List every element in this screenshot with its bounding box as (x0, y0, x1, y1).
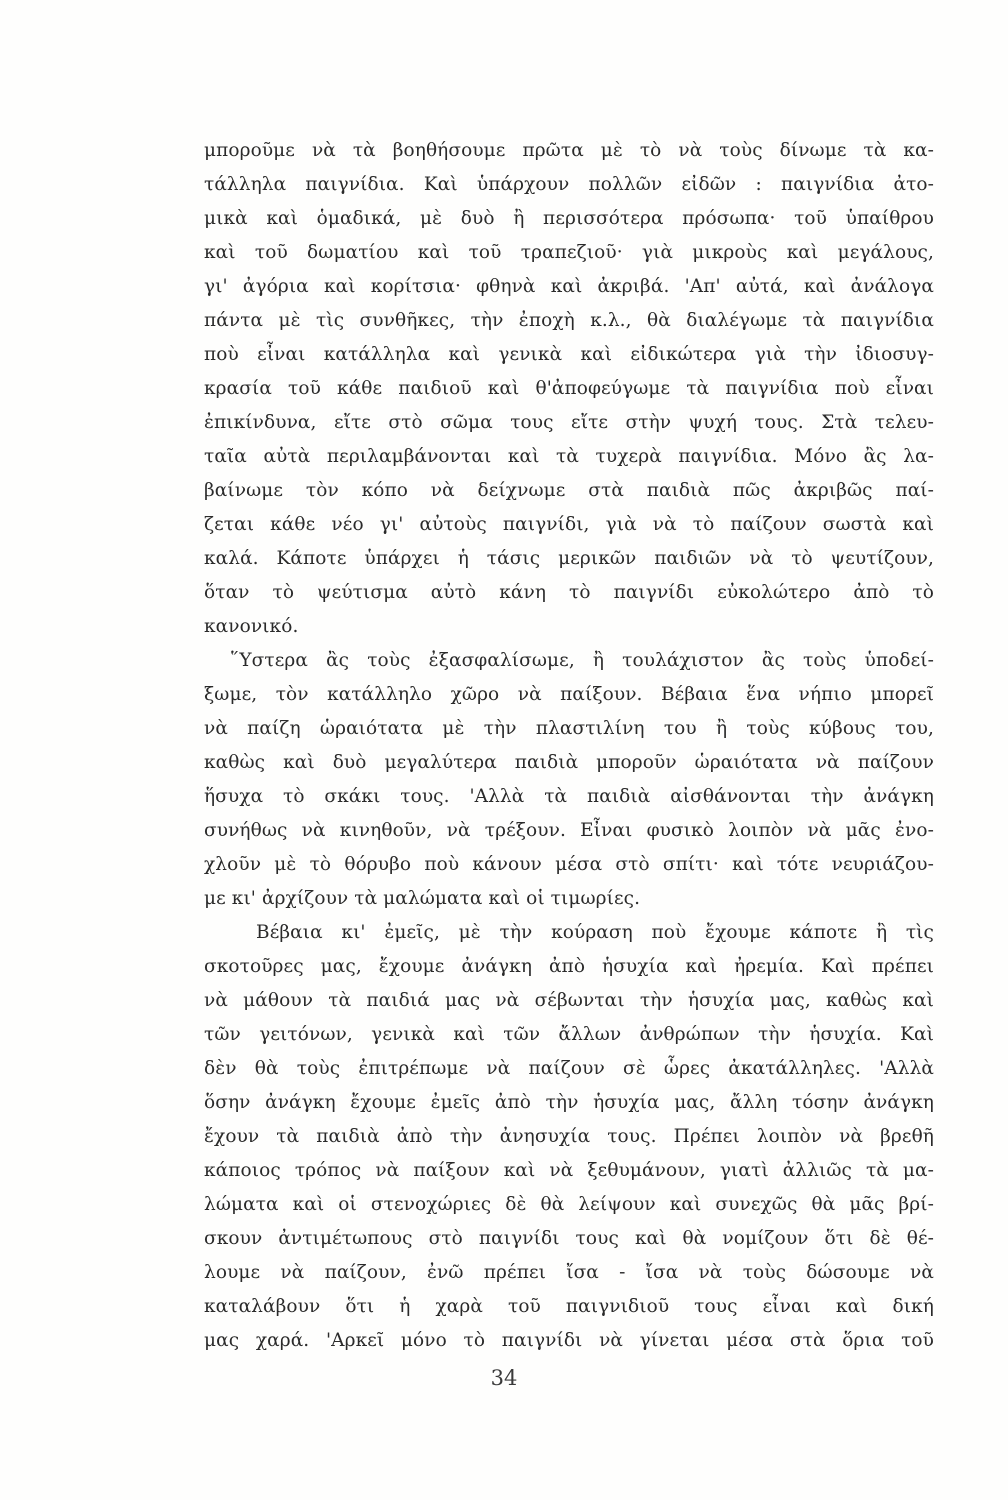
text-line: τῶν γειτόνων, γενικὰ καὶ τῶν ἄλλων ἀνθρώπων τὴν ἡσυχία. Καὶ (204, 1024, 934, 1045)
text-line: συνήθως νὰ κινηθοῦν, νὰ τρέξουν. Εἶναι φυσικὸ λοιπὸν νὰ μᾶς ἐνο- (204, 820, 934, 841)
text-line: ὅσην ἀνάγκη ἔχουμε ἐμεῖς ἀπὸ τὴν ἡσυχία μας, ἄλλη τόσην ἀνάγκη (204, 1092, 934, 1113)
text-line: ὅταν τὸ ψεύτισμα αὐτὸ κάνη τὸ παιγνίδι εὐκολώτερο ἀπὸ τὸ (204, 582, 934, 603)
text-line: ξωμε, τὸν κατάλληλο χῶρο νὰ παίξουν. Βέβαια ἕνα νήπιο μπορεῖ (204, 684, 934, 705)
text-line: καλά. Κάποτε ὑπάρχει ἡ τάσις μερικῶν παιδιῶν νὰ τὸ ψευτίζουν, (204, 548, 934, 569)
text-line: κανονικό. (204, 616, 299, 637)
text-line: ταῖα αὐτὰ περιλαμβάνονται καὶ τὰ τυχερὰ παιγνίδια. Μόνο ἂς λα- (204, 446, 934, 467)
text-line: καθὼς καὶ δυὸ μεγαλύτερα παιδιὰ μποροῦν ὡραιότατα νὰ παίζουν (204, 752, 934, 773)
text-line: βαίνωμε τὸν κόπο νὰ δείχνωμε στὰ παιδιὰ πῶς ἀκριβῶς παί- (204, 480, 934, 501)
text-line: με κι' ἀρχίζουν τὰ μαλώματα καὶ οἱ τιμωρίες. (204, 888, 641, 909)
text-line: χλοῦν μὲ τὸ θόρυβο ποὺ κάνουν μέσα στὸ σπίτι· καὶ τότε νευριάζου- (204, 854, 934, 875)
text-line: ποὺ εἶναι κατάλληλα καὶ γενικὰ καὶ εἰδικώτερα γιὰ τὴν ἰδιοσυγ- (204, 344, 934, 365)
text-line: ἥσυχα τὸ σκάκι τους. 'Αλλὰ τὰ παιδιὰ αἰσθάνονται τὴν ἀνάγκη (204, 786, 934, 807)
text-line: τάλληλα παιγνίδια. Καὶ ὑπάρχουν πολλῶν εἰδῶν : παιγνίδια ἀτο- (204, 174, 934, 195)
text-line: λουμε νὰ παίζουν, ἐνῶ πρέπει ἴσα - ἴσα νὰ τοὺς δώσουμε νὰ (204, 1262, 934, 1283)
text-line: καταλάβουν ὅτι ἡ χαρὰ τοῦ παιγνιδιοῦ τους εἶναι καὶ δική (204, 1296, 934, 1317)
text-line: λώματα καὶ οἱ στενοχώριες δὲ θὰ λείψουν καὶ συνεχῶς θὰ μᾶς βρί- (204, 1194, 934, 1215)
text-line: ῞Υστερα ἂς τοὺς ἐξασφαλίσωμε, ἢ τουλάχιστον ἂς τοὺς ὑποδεί- (230, 650, 934, 671)
body-text (204, 134, 934, 1358)
text-line: νὰ παίζη ὡραιότατα μὲ τὴν πλαστιλίνη του ἢ τοὺς κύβους του, (204, 718, 934, 739)
text-line: μποροῦμε νὰ τὰ βοηθήσουμε πρῶτα μὲ τὸ νὰ τοὺς δίνωμε τὰ κα- (204, 140, 934, 161)
text-line: κάποιος τρόπος νὰ παίξουν καὶ νὰ ξεθυμάνουν, γιατὶ ἀλλιῶς τὰ μα- (204, 1160, 934, 1181)
page-number: 34 (490, 1366, 518, 1390)
text-line: σκοτοῦρες μας, ἔχουμε ἀνάγκη ἀπὸ ἡσυχία καὶ ἠρεμία. Καὶ πρέπει (204, 956, 934, 977)
text-line: κρασία τοῦ κάθε παιδιοῦ καὶ θ'ἀποφεύγωμε τὰ παιγνίδια ποὺ εἶναι (204, 378, 934, 399)
text-line: καὶ τοῦ δωματίου καὶ τοῦ τραπεζιοῦ· γιὰ μικροὺς καὶ μεγάλους, (204, 242, 934, 263)
text-line: ζεται κάθε νέο γι' αὐτοὺς παιγνίδι, γιὰ νὰ τὸ παίζουν σωστὰ καὶ (204, 514, 934, 535)
text-line: ἔχουν τὰ παιδιὰ ἀπὸ τὴν ἀνησυχία τους. Πρέπει λοιπὸν νὰ βρεθῆ (204, 1126, 934, 1147)
text-line: μικὰ καὶ ὁμαδικά, μὲ δυὸ ἢ περισσότερα πρόσωπα· τοῦ ὑπαίθρου (204, 208, 934, 229)
text-line: σκουν ἀντιμέτωπους στὸ παιγνίδι τους καὶ θὰ νομίζουν ὅτι δὲ θέ- (204, 1228, 934, 1249)
text-line: ἐπικίνδυνα, εἴτε στὸ σῶμα τους εἴτε στὴν ψυχή τους. Στὰ τελευ- (204, 412, 934, 433)
text-line: νὰ μάθουν τὰ παιδιά μας νὰ σέβωνται τὴν ἡσυχία μας, καθὼς καὶ (204, 990, 934, 1011)
text-line: πάντα μὲ τὶς συνθῆκες, τὴν ἐποχὴ κ.λ., θὰ διαλέγωμε τὰ παιγνίδια (204, 310, 934, 331)
text-line: δὲν θὰ τοὺς ἐπιτρέπωμε νὰ παίζουν σὲ ὧρες ἀκατάλληλες. 'Αλλὰ (204, 1058, 934, 1079)
text-line: γι' ἀγόρια καὶ κορίτσια· φθηνὰ καὶ ἀκριβά. 'Απ' αὐτά, καὶ ἀνάλογα (204, 276, 934, 297)
text-line: μας χαρά. 'Αρκεῖ μόνο τὸ παιγνίδι νὰ γίνεται μέσα στὰ ὅρια τοῦ (204, 1330, 934, 1351)
text-line: Βέβαια κι' ἐμεῖς, μὲ τὴν κούραση ποὺ ἔχουμε κάποτε ἢ τὶς (256, 922, 934, 943)
